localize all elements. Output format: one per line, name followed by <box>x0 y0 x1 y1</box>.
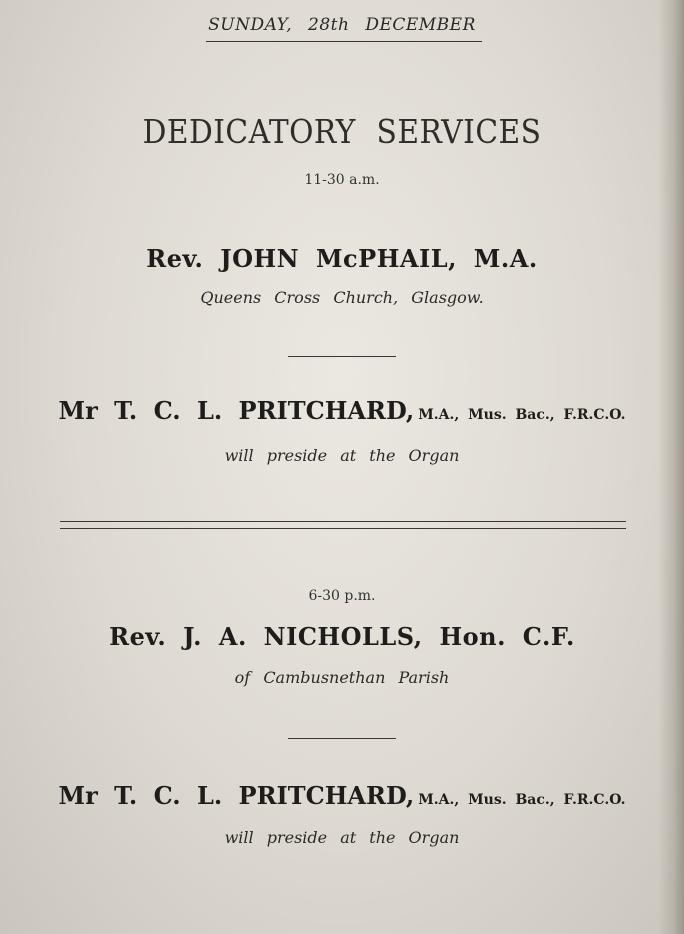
evening-organist-role: will preside at the Organ <box>224 828 460 847</box>
page-title: DEDICATORY SERVICES <box>142 112 542 151</box>
morning-organist-qualifications: M.A., Mus. Bac., F.R.C.O. <box>418 407 626 423</box>
evening-minister: Rev. J. A. NICHOLLS, Hon. C.F. <box>109 622 575 651</box>
morning-service-time: 11-30 a.m. <box>304 172 380 188</box>
morning-organist <box>0 396 684 425</box>
morning-divider <box>288 356 396 357</box>
evening-service-time: 6-30 p.m. <box>308 588 376 604</box>
service-date: SUNDAY, 28th DECEMBER <box>208 15 476 35</box>
evening-parish: of Cambusnethan Parish <box>234 668 450 687</box>
evening-organist-name: Mr T. C. L. PRITCHARD, <box>58 781 415 810</box>
section-double-divider <box>60 521 626 529</box>
evening-organist-qualifications: M.A., Mus. Bac., F.R.C.O. <box>418 792 626 808</box>
morning-minister: Rev. JOHN McPHAIL, M.A. <box>146 244 538 273</box>
evening-divider <box>288 738 396 739</box>
morning-church: Queens Cross Church, Glasgow. <box>200 288 484 307</box>
morning-organist-role: will preside at the Organ <box>224 446 460 465</box>
date-underline <box>206 41 482 42</box>
evening-organist <box>0 781 684 810</box>
morning-organist-name: Mr T. C. L. PRITCHARD, <box>58 396 415 425</box>
